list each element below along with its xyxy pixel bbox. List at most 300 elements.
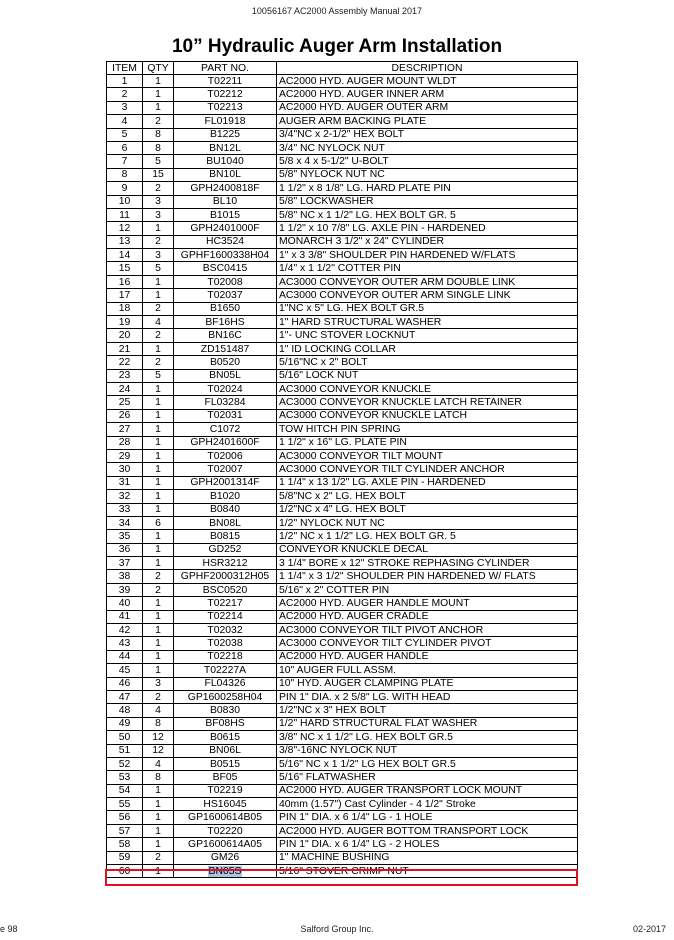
cell-part-no: B1020 [174,490,277,503]
table-row [107,516,578,529]
cell-description: AC2000 HYD. AUGER CRADLE [277,610,578,623]
cell-item: 33 [107,503,143,516]
cell-part-no: FL04326 [174,677,277,690]
cell-item: 46 [107,677,143,690]
table-row [107,168,578,181]
cell-description: AC2000 HYD. AUGER HANDLE MOUNT [277,597,578,610]
cell-description: 1 1/4" x 3 1/2" SHOULDER PIN HARDENED W/ FLATS [277,570,578,583]
cell-qty: 1 [143,530,174,543]
cell-qty: 3 [143,249,174,262]
table-row [107,316,578,329]
cell-description: 1/2" NYLOCK NUT NC [277,516,578,529]
cell-description: AUGER ARM BACKING PLATE [277,115,578,128]
table-row [107,637,578,650]
cell-description: 1" MACHINE BUSHING [277,851,578,864]
cell-part-no: T02217 [174,597,277,610]
cell-item: 23 [107,369,143,382]
cell-qty: 2 [143,329,174,342]
table-row [107,798,578,811]
cell-part-no: T02032 [174,624,277,637]
table-row [107,275,578,288]
cell-item: 30 [107,463,143,476]
cell-qty: 12 [143,744,174,757]
cell-description: 10" AUGER FULL ASSM. [277,664,578,677]
cell-part-no: T02227A [174,664,277,677]
cell-qty: 1 [143,449,174,462]
cell-qty: 2 [143,583,174,596]
cell-item: 14 [107,249,143,262]
cell-part-no: GPH2400818F [174,182,277,195]
cell-qty: 1 [143,624,174,637]
cell-qty: 3 [143,208,174,221]
cell-description: 1"- UNC STOVER LOCKNUT [277,329,578,342]
cell-qty: 1 [143,784,174,797]
cell-part-no: T02031 [174,409,277,422]
cell-qty: 1 [143,75,174,88]
cell-qty: 4 [143,316,174,329]
table-row [107,289,578,302]
table-row [107,476,578,489]
cell-qty: 4 [143,757,174,770]
cell-description: 5/8" NYLOCK NUT NC [277,168,578,181]
cell-description: CONVEYOR KNUCKLE DECAL [277,543,578,556]
table-row [107,811,578,824]
footer-date: 02-2017 [632,924,666,934]
table-row [107,75,578,88]
cell-qty: 1 [143,610,174,623]
table-row [107,838,578,851]
table-row [107,195,578,208]
cell-qty: 1 [143,503,174,516]
cell-part-no: FL01918 [174,115,277,128]
cell-qty: 4 [143,704,174,717]
cell-description: 5/16"NC x 2" BOLT [277,356,578,369]
cell-qty: 1 [143,222,174,235]
cell-description: TOW HITCH PIN SPRING [277,423,578,436]
cell-item: 48 [107,704,143,717]
cell-part-no: B0830 [174,704,277,717]
cell-qty: 8 [143,128,174,141]
cell-description: 1/2" NC x 1 1/2" LG. HEX BOLT GR. 5 [277,530,578,543]
cell-description: MONARCH 3 1/2" x 24" CYLINDER [277,235,578,248]
cell-part-no: GPHF1600338H04 [174,249,277,262]
cell-part-no: B0520 [174,356,277,369]
cell-qty: 1 [143,798,174,811]
cell-description: AC2000 HYD. AUGER TRANSPORT LOCK MOUNT [277,784,578,797]
cell-qty: 1 [143,423,174,436]
col-header-part-no: PART NO. [174,62,277,75]
cell-qty: 1 [143,476,174,489]
table-row [107,744,578,757]
cell-qty: 1 [143,543,174,556]
cell-description: 5/16" LOCK NUT [277,369,578,382]
cell-description: PIN 1" DIA. x 6 1/4" LG - 2 HOLES [277,838,578,851]
table-row [107,88,578,101]
cell-part-no: GPH2401000F [174,222,277,235]
cell-description: 1/2"NC x 3" HEX BOLT [277,704,578,717]
cell-part-no: GPH2001314F [174,476,277,489]
cell-qty: 1 [143,811,174,824]
cell-item: 51 [107,744,143,757]
cell-description: 5/8"NC x 2" LG. HEX BOLT [277,490,578,503]
cell-description: 5/16" NC x 1 1/2" LG HEX BOLT GR.5 [277,757,578,770]
table-row [107,490,578,503]
cell-part-no: BN05L [174,369,277,382]
table-row [107,115,578,128]
cell-description: 1 1/2" x 8 1/8" LG. HARD PLATE PIN [277,182,578,195]
cell-item: 15 [107,262,143,275]
table-row [107,851,578,864]
page-number: e 98 [0,924,18,934]
cell-item: 50 [107,731,143,744]
table-row [107,436,578,449]
cell-item: 36 [107,543,143,556]
table-row [107,731,578,744]
col-header-qty: QTY [143,62,174,75]
cell-description: PIN 1" DIA. x 6 1/4" LG - 1 HOLE [277,811,578,824]
cell-item: 26 [107,409,143,422]
cell-part-no: T02212 [174,88,277,101]
cell-qty: 1 [143,436,174,449]
table-row [107,784,578,797]
cell-qty: 8 [143,717,174,730]
cell-description: 1 1/4" x 13 1/2" LG. AXLE PIN - HARDENED [277,476,578,489]
table-row [107,557,578,570]
cell-qty: 2 [143,690,174,703]
cell-item: 40 [107,597,143,610]
cell-description: 5/16" FLATWASHER [277,771,578,784]
table-row [107,543,578,556]
cell-item: 42 [107,624,143,637]
cell-description: AC2000 HYD. AUGER HANDLE [277,650,578,663]
cell-qty: 1 [143,463,174,476]
cell-item: 9 [107,182,143,195]
cell-part-no: B1015 [174,208,277,221]
cell-part-no: HSR3212 [174,557,277,570]
cell-qty: 1 [143,382,174,395]
cell-description: 1/4" x 1 1/2" COTTER PIN [277,262,578,275]
cell-item: 35 [107,530,143,543]
cell-item: 59 [107,851,143,864]
cell-item: 16 [107,275,143,288]
cell-item: 45 [107,664,143,677]
cell-description: 3/8"-16NC NYLOCK NUT [277,744,578,757]
cell-description: 5/16" x 2" COTTER PIN [277,583,578,596]
cell-description: AC3000 CONVEYOR OUTER ARM SINGLE LINK [277,289,578,302]
cell-part-no: T02211 [174,75,277,88]
cell-item: 6 [107,141,143,154]
table-row [107,141,578,154]
cell-item: 10 [107,195,143,208]
cell-part-no: BN10L [174,168,277,181]
cell-part-no: BU1040 [174,155,277,168]
table-row [107,128,578,141]
cell-part-no: T02220 [174,824,277,837]
cell-qty: 1 [143,838,174,851]
cell-description: AC3000 CONVEYOR KNUCKLE [277,382,578,395]
cell-item: 13 [107,235,143,248]
cell-item: 1 [107,75,143,88]
cell-qty: 2 [143,182,174,195]
table-row [107,570,578,583]
table-row [107,503,578,516]
cell-item: 56 [107,811,143,824]
cell-part-no: B0840 [174,503,277,516]
cell-item: 55 [107,798,143,811]
cell-part-no: T02214 [174,610,277,623]
cell-part-no: B0515 [174,757,277,770]
cell-qty: 1 [143,664,174,677]
manual-header: 10056167 AC2000 Assembly Manual 2017 [251,6,423,16]
col-header-description: DESCRIPTION [277,62,578,75]
cell-description: AC3000 CONVEYOR TILT MOUNT [277,449,578,462]
cell-part-no: T02007 [174,463,277,476]
cell-qty: 2 [143,851,174,864]
cell-qty: 1 [143,289,174,302]
cell-description: 1/2"NC x 4" LG. HEX BOLT [277,503,578,516]
cell-part-no: C1072 [174,423,277,436]
cell-description: 10" HYD. AUGER CLAMPING PLATE [277,677,578,690]
table-row [107,717,578,730]
table-row [107,865,578,878]
cell-item: 58 [107,838,143,851]
cell-item: 7 [107,155,143,168]
table-row [107,356,578,369]
cell-qty: 2 [143,115,174,128]
cell-part-no: B1225 [174,128,277,141]
cell-item: 52 [107,757,143,770]
cell-item: 31 [107,476,143,489]
cell-qty: 8 [143,141,174,154]
cell-part-no: T02219 [174,784,277,797]
company-name: Salford Group Inc. [300,924,374,934]
table-row [107,650,578,663]
cell-description: 1/2" HARD STRUCTURAL FLAT WASHER [277,717,578,730]
cell-qty: 2 [143,570,174,583]
cell-qty: 1 [143,409,174,422]
cell-item: 38 [107,570,143,583]
cell-qty: 5 [143,369,174,382]
cell-description: AC3000 CONVEYOR TILT PIVOT ANCHOR [277,624,578,637]
cell-qty: 2 [143,302,174,315]
cell-description: 1"NC x 5" LG. HEX BOLT GR.5 [277,302,578,315]
cell-description: AC2000 HYD. AUGER BOTTOM TRANSPORT LOCK [277,824,578,837]
table-row [107,824,578,837]
cell-description: AC2000 HYD. AUGER MOUNT WLDT [277,75,578,88]
cell-item: 18 [107,302,143,315]
table-row [107,530,578,543]
table-row [107,249,578,262]
cell-item: 32 [107,490,143,503]
cell-part-no: BL10 [174,195,277,208]
cell-description: AC3000 CONVEYOR OUTER ARM DOUBLE LINK [277,275,578,288]
cell-part-no: T02006 [174,449,277,462]
cell-item: 5 [107,128,143,141]
cell-item: 34 [107,516,143,529]
col-header-item: ITEM [107,62,143,75]
cell-description: AC3000 CONVEYOR TILT CYLINDER ANCHOR [277,463,578,476]
cell-item: 37 [107,557,143,570]
cell-qty: 1 [143,342,174,355]
cell-part-no: BF05 [174,771,277,784]
cell-item: 49 [107,717,143,730]
cell-part-no: BSC0415 [174,262,277,275]
cell-qty: 1 [143,597,174,610]
cell-item: 12 [107,222,143,235]
cell-qty: 6 [143,516,174,529]
cell-description: 3/4"NC x 2-1/2" HEX BOLT [277,128,578,141]
cell-description: 3/4" NC NYLOCK NUT [277,141,578,154]
cell-item: 43 [107,637,143,650]
cell-part-no: GP1600258H04 [174,690,277,703]
cell-item: 44 [107,650,143,663]
cell-qty: 1 [143,275,174,288]
cell-item: 4 [107,115,143,128]
table-row [107,423,578,436]
cell-part-no: BF16HS [174,316,277,329]
cell-description: PIN 1" DIA. x 2 5/8" LG. WITH HEAD [277,690,578,703]
cell-qty: 1 [143,650,174,663]
cell-qty: 5 [143,262,174,275]
cell-description: 1" HARD STRUCTURAL WASHER [277,316,578,329]
cell-item: 8 [107,168,143,181]
cell-part-no: HS16045 [174,798,277,811]
cell-qty: 1 [143,88,174,101]
cell-item: 11 [107,208,143,221]
cell-item: 17 [107,289,143,302]
table-row [107,409,578,422]
cell-part-no: T02037 [174,289,277,302]
cell-item: 21 [107,342,143,355]
table-row [107,690,578,703]
cell-description: AC2000 HYD. AUGER INNER ARM [277,88,578,101]
cell-part-no: T02024 [174,382,277,395]
cell-item: 60 [107,865,143,878]
cell-qty: 1 [143,865,174,878]
cell-item: 29 [107,449,143,462]
cell-description: 1 1/2" x 10 7/8" LG. AXLE PIN - HARDENED [277,222,578,235]
cell-part-no: T02038 [174,637,277,650]
cell-item: 3 [107,101,143,114]
cell-item: 20 [107,329,143,342]
cell-part-no: BSC0520 [174,583,277,596]
cell-item: 27 [107,423,143,436]
cell-part-no: GD252 [174,543,277,556]
cell-part-no: GP1600614B05 [174,811,277,824]
cell-qty: 8 [143,771,174,784]
table-row [107,302,578,315]
table-row [107,664,578,677]
table-row [107,208,578,221]
cell-part-no: B0815 [174,530,277,543]
cell-part-no: GP1600614A05 [174,838,277,851]
selected-part-number[interactable]: BN05S [208,865,242,877]
cell-part-no: BN16C [174,329,277,342]
cell-part-no: ZD151487 [174,342,277,355]
cell-qty: 2 [143,356,174,369]
cell-item: 28 [107,436,143,449]
cell-item: 54 [107,784,143,797]
cell-item: 41 [107,610,143,623]
cell-qty: 3 [143,677,174,690]
table-row [107,369,578,382]
cell-part-no: GM26 [174,851,277,864]
cell-part-no: BF08HS [174,717,277,730]
cell-part-no: T02218 [174,650,277,663]
cell-description: AC3000 CONVEYOR TILT CYLINDER PIVOT [277,637,578,650]
table-row [107,155,578,168]
cell-description: AC2000 HYD. AUGER OUTER ARM [277,101,578,114]
table-row [107,583,578,596]
cell-part-no: HC3524 [174,235,277,248]
cell-part-no: B0615 [174,731,277,744]
table-row [107,262,578,275]
table-header-row [107,62,578,75]
cell-qty: 3 [143,195,174,208]
cell-description: 1 1/2" x 16" LG. PLATE PIN [277,436,578,449]
cell-item: 2 [107,88,143,101]
cell-part-no: BN08L [174,516,277,529]
table-row [107,329,578,342]
table-row [107,704,578,717]
cell-description: AC3000 CONVEYOR KNUCKLE LATCH [277,409,578,422]
table-row [107,610,578,623]
cell-part-no [174,865,277,878]
cell-description: 1" ID LOCKING COLLAR [277,342,578,355]
table-row [107,597,578,610]
cell-qty: 12 [143,731,174,744]
cell-description: 3/8" NC x 1 1/2" LG. HEX BOLT GR.5 [277,731,578,744]
cell-part-no: BN12L [174,141,277,154]
table-row [107,342,578,355]
cell-description: 40mm (1.57") Cast Cylinder - 4 1/2" Stroke [277,798,578,811]
table-row [107,449,578,462]
table-row [107,235,578,248]
cell-item: 39 [107,583,143,596]
table-row [107,677,578,690]
cell-qty: 1 [143,824,174,837]
cell-part-no: BN06L [174,744,277,757]
cell-item: 22 [107,356,143,369]
cell-part-no: B1650 [174,302,277,315]
cell-qty: 1 [143,557,174,570]
cell-item: 24 [107,382,143,395]
cell-description: 5/16" STOVER CRIMP NUT [277,865,578,878]
cell-item: 53 [107,771,143,784]
cell-part-no: T02008 [174,275,277,288]
cell-qty: 1 [143,490,174,503]
cell-qty: 1 [143,101,174,114]
table-row [107,222,578,235]
cell-qty: 1 [143,396,174,409]
cell-description: 5/8 x 4 x 5-1/2" U-BOLT [277,155,578,168]
table-row [107,182,578,195]
cell-description: 1" x 3 3/8" SHOULDER PIN HARDENED W/FLATS [277,249,578,262]
cell-qty: 5 [143,155,174,168]
cell-part-no: FL03284 [174,396,277,409]
cell-description: 5/8" NC x 1 1/2" LG. HEX BOLT GR. 5 [277,208,578,221]
table-row [107,101,578,114]
cell-item: 19 [107,316,143,329]
cell-description: 5/8" LOCKWASHER [277,195,578,208]
cell-item: 47 [107,690,143,703]
cell-description: AC3000 CONVEYOR KNUCKLE LATCH RETAINER [277,396,578,409]
table-row [107,624,578,637]
cell-item: 25 [107,396,143,409]
table-row [107,771,578,784]
table-row [107,396,578,409]
table-row [107,757,578,770]
